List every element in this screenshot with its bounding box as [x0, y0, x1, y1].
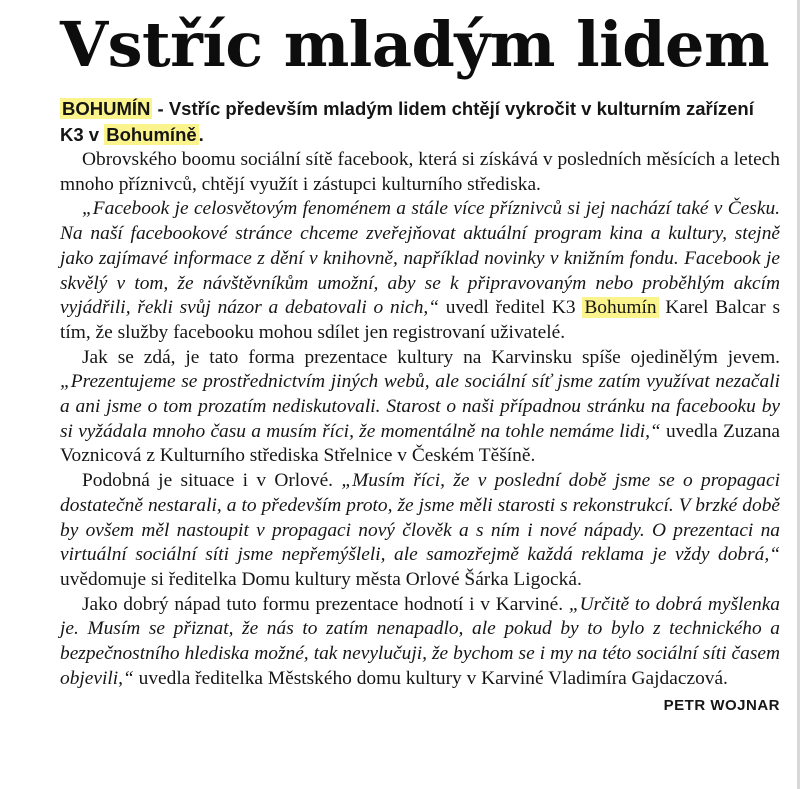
paragraph-2	[60, 197, 780, 345]
highlight-place: BOHUMÍN	[62, 98, 151, 119]
quote-ligocka: „Musím říci, že v poslední době jsme se o propagaci dostatečně nestarali, a to především proto, že jsme měli starosti s rekonstrukcí. V brzké době by ovšem měl nastoupit v propagaci nový člověk a s ním i nové nápady. O prezentaci na virtuální sociální síti jsme nepřemýšleli, ale samozřejmě každá reklama je vždy dobrá,“	[60, 470, 780, 566]
paragraph-5-end: uvedla ředitelka Městského domu kultury v Karviné Vladimíra Gajdaczová.	[133, 667, 728, 689]
paragraph-5-text: Jako dobrý nápad tuto formu prezentace hodnotí i v Karviné.	[82, 593, 569, 615]
lead-end: .	[198, 124, 204, 145]
paragraph-3	[60, 346, 780, 470]
lead-text: Vstříc především mladým lidem chtějí vykročit v kulturním zařízení K3 v	[60, 98, 754, 145]
paragraph-3-text: Jak se zdá, je tato forma prezentace kultury na Karvinsku spíše ojedinělým jevem.	[82, 346, 780, 368]
paragraph-3-end: uvedla Zuzana Voznicová z Kulturního střediska Střelnice v Českém Těšíně.	[60, 420, 780, 467]
highlight-place-2: Bohumíně	[106, 124, 197, 145]
paragraph-1: Obrovského boomu sociální sítě facebook, která si získává v posledních měsících a letech mnoho příznivců, chtějí využít i zástupci kulturního střediska.	[60, 149, 780, 195]
lead-paragraph	[60, 96, 780, 148]
paragraph-4	[60, 469, 780, 593]
paragraph-5	[60, 593, 780, 715]
headline: Vstříc mladým lidem	[60, 8, 770, 81]
paragraph-2-end: Karel Balcar s tím, že služby facebooku mohou sdílet jen registrovaní uživatelé.	[60, 297, 781, 343]
lead-dash: -	[152, 98, 169, 119]
highlight-bohumin: Bohumín	[584, 297, 657, 319]
quote-gajdaczova: „Určitě to dobrá myšlenka je. Musím se přiznat, že nás to zatím nenapadlo, ale pokud by to bylo z technického a bezpečnostního hlediska možné, tak nevylučuji, že bychom se i my na této sociální síti časem objevili,“	[60, 593, 780, 689]
paragraph-4-end: uvědomuje si ředitelka Domu kultury města Orlové Šárka Ligocká.	[60, 568, 582, 590]
quote-voznicova: „Prezentujeme se prostřednictvím jiných webů, ale sociální síť jsme zatím využívat nezačali a ani jsme o tom prozatím nediskutovali. Starost o naši případnou stránku na facebooku by si vyžádala mnoho času a musím říci, že momentálně na tohle nemáme lidi,“	[60, 371, 780, 442]
paragraph-2-text: uvedl ředitel K3	[439, 297, 583, 319]
author-byline: PETR WOJNAR	[663, 697, 780, 715]
paragraph-4-text: Podobná je situace i v Orlové.	[82, 470, 342, 492]
quote-balcar: „Facebook je celosvětovým fenoménem a stále více příznivců si jej nachází také v Česku. Na naší facebookové stránce chceme zveřejňovat aktuální program kina a kultury, stejně jako zajímavé informace z dění v knihovně, například novinky v knižním fondu. Facebook je skvělý v tom, že návštěvníkům umožní, aby se k připravovaným nebo proběhlým akcím vyjádřili, řekli svůj názor a debatovali o nich,“	[60, 198, 780, 319]
